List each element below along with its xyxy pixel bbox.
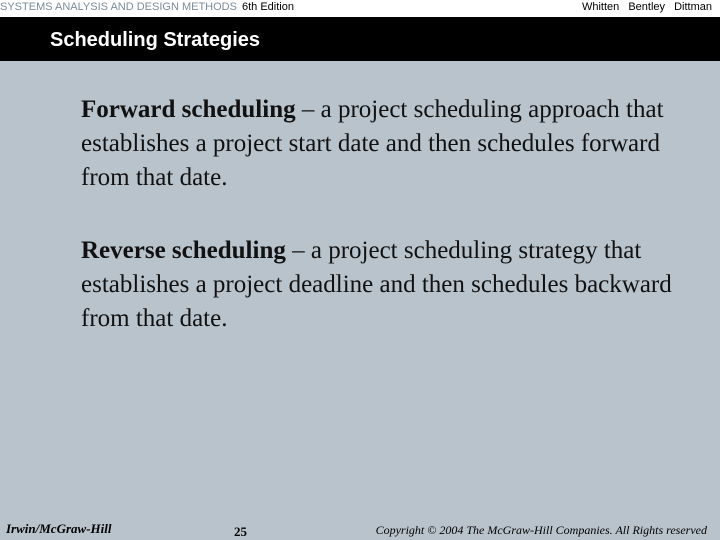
author-list <box>576 0 712 14</box>
definition-text: – a project scheduling approach that establishes a project start date and then schedules forward from that date. <box>81 96 664 191</box>
author-name: Dittman <box>674 1 712 13</box>
slide-title: Scheduling Strategies <box>50 29 261 51</box>
definition-term: Reverse scheduling <box>81 237 286 264</box>
edition-label: 6th Edition <box>241 1 294 13</box>
book-title-line <box>0 0 294 14</box>
publisher-label: Irwin/McGraw-Hill <box>6 521 112 536</box>
copyright-notice: Copyright © 2004 The McGraw-Hill Companies. All Rights reserved <box>375 523 707 537</box>
definition-forward-scheduling <box>81 93 701 195</box>
book-title: SYSTEMS ANALYSIS AND DESIGN METHODS <box>0 1 237 13</box>
page-number: 25 <box>234 524 247 539</box>
definition-text: – a project scheduling strategy that establishes a project deadline and then schedules backward from that date. <box>81 237 672 332</box>
definition-reverse-scheduling <box>81 234 701 336</box>
author-name: Bentley <box>628 1 666 13</box>
definition-term: Forward scheduling <box>81 96 296 123</box>
author-name: Whitten <box>581 1 620 13</box>
